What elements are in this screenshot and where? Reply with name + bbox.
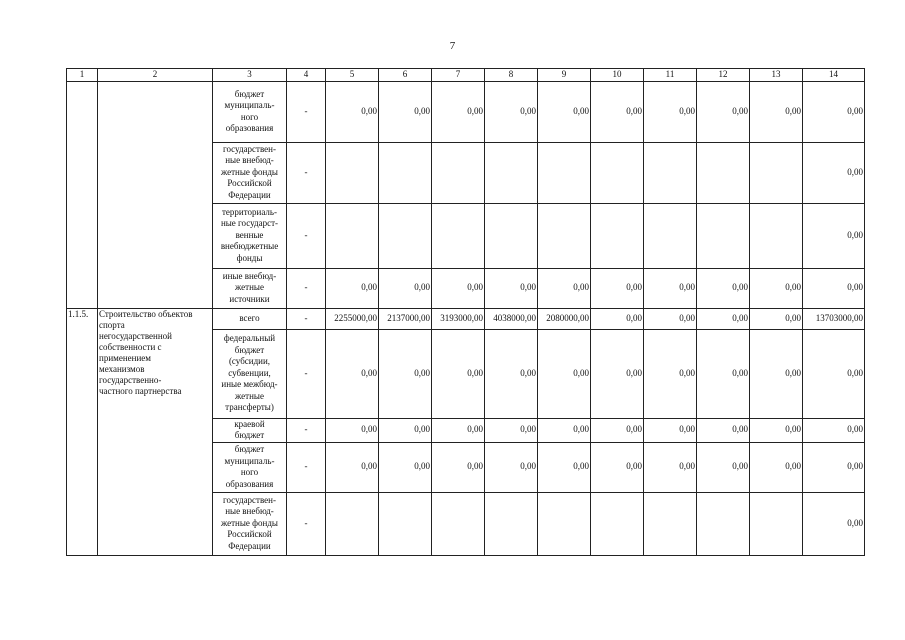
value-cell: 0,00 [432, 81, 485, 142]
source-line: бюджет [234, 444, 265, 454]
item-name-line: государственно- [99, 374, 162, 385]
item-name-line: спорта [99, 319, 125, 330]
funding-source-cell [213, 442, 287, 492]
value-cell [697, 203, 750, 268]
item-code-cell [67, 81, 98, 308]
column-header: 9 [538, 69, 591, 82]
value-cell [538, 203, 591, 268]
column-header: 2 [98, 69, 213, 82]
value-cell [697, 492, 750, 555]
source-line: территориаль- [221, 206, 278, 217]
value-cell: 0,00 [750, 308, 803, 329]
dash-cell: - [287, 308, 326, 329]
value-cell: 0,00 [644, 329, 697, 418]
funding-source-cell [213, 142, 287, 203]
item-code-cell: 1.1.5. [67, 308, 98, 555]
funding-source-cell [213, 329, 287, 418]
value-cell: 0,00 [379, 329, 432, 418]
value-cell [591, 142, 644, 203]
value-cell: 0,00 [538, 442, 591, 492]
source-line: краевой [234, 418, 265, 429]
value-cell: 0,00 [803, 142, 865, 203]
value-cell: 0,00 [326, 268, 379, 308]
value-cell [750, 203, 803, 268]
value-cell: 0,00 [803, 203, 865, 268]
dash-cell: - [287, 418, 326, 442]
funding-source-cell [213, 308, 287, 329]
value-cell [432, 203, 485, 268]
value-cell: 0,00 [379, 268, 432, 308]
item-name-line: собственности с [99, 341, 162, 352]
column-header: 4 [287, 69, 326, 82]
source-line: фонды [236, 252, 263, 263]
source-line: всего [239, 312, 260, 323]
dash-cell: - [287, 81, 326, 142]
source-line: бюджет [234, 88, 265, 99]
value-cell: 0,00 [591, 418, 644, 442]
column-header: 11 [644, 69, 697, 82]
value-cell: 0,00 [432, 442, 485, 492]
column-header: 7 [432, 69, 485, 82]
source-line: (субсидии, [228, 356, 271, 367]
source-line: Российской [227, 178, 272, 189]
dash-cell: - [287, 268, 326, 308]
value-cell: 2080000,00 [538, 308, 591, 329]
dash-cell: - [287, 329, 326, 418]
source-line: ного [240, 111, 259, 122]
source-line: бюджет [234, 430, 265, 440]
source-line: внебюджетные [220, 241, 279, 252]
item-name-line: механизмов [99, 363, 145, 374]
value-cell: 0,00 [644, 268, 697, 308]
value-cell: 0,00 [591, 308, 644, 329]
page-number: 7 [449, 40, 456, 52]
value-cell: 0,00 [432, 418, 485, 442]
source-line: государствен- [222, 143, 276, 154]
value-cell: 0,00 [803, 268, 865, 308]
value-cell [750, 492, 803, 555]
source-line: образования [225, 123, 274, 133]
column-header: 12 [697, 69, 750, 82]
value-cell: 0,00 [326, 418, 379, 442]
value-cell: 0,00 [697, 308, 750, 329]
value-cell: 3193000,00 [432, 308, 485, 329]
value-cell [379, 203, 432, 268]
value-cell [591, 203, 644, 268]
source-line: Российской [227, 529, 272, 540]
item-name-line: Строительство объектов [99, 308, 193, 319]
value-cell: 0,00 [591, 268, 644, 308]
value-cell [485, 203, 538, 268]
column-header: 3 [213, 69, 287, 82]
source-line: ного [240, 467, 259, 477]
value-cell: 0,00 [697, 442, 750, 492]
budget-table [66, 68, 865, 556]
value-cell: 0,00 [379, 442, 432, 492]
value-cell: 0,00 [803, 492, 865, 555]
column-header: 13 [750, 69, 803, 82]
source-line: ные государст- [220, 218, 279, 229]
value-cell: 0,00 [538, 418, 591, 442]
value-cell: 0,00 [750, 442, 803, 492]
value-cell: 2255000,00 [326, 308, 379, 329]
value-cell: 0,00 [432, 268, 485, 308]
source-line: ные внебюд- [225, 155, 274, 166]
column-header: 8 [485, 69, 538, 82]
value-cell: 0,00 [803, 418, 865, 442]
value-cell [591, 492, 644, 555]
source-line: жетные фонды [221, 166, 278, 177]
value-cell [485, 492, 538, 555]
source-line: федеральный [223, 333, 276, 344]
value-cell: 0,00 [803, 329, 865, 418]
item-name-cell [98, 308, 213, 555]
item-name-line: применением [99, 352, 151, 363]
source-line: жетные фонды [221, 517, 278, 528]
value-cell [750, 142, 803, 203]
dash-cell: - [287, 203, 326, 268]
value-cell [538, 142, 591, 203]
value-cell [538, 492, 591, 555]
value-cell [644, 492, 697, 555]
value-cell: 0,00 [485, 329, 538, 418]
value-cell: 0,00 [326, 329, 379, 418]
value-cell: 0,00 [750, 81, 803, 142]
value-cell: 0,00 [591, 442, 644, 492]
value-cell [326, 203, 379, 268]
value-cell [379, 142, 432, 203]
funding-source-cell [213, 418, 287, 442]
column-header: 10 [591, 69, 644, 82]
dash-cell: - [287, 442, 326, 492]
value-cell: 0,00 [591, 329, 644, 418]
value-cell: 0,00 [644, 81, 697, 142]
dash-cell: - [287, 492, 326, 555]
source-line: жетные [235, 390, 264, 401]
value-cell: 0,00 [379, 81, 432, 142]
funding-source-cell [213, 492, 287, 555]
table-row [67, 308, 865, 329]
value-cell: 4038000,00 [485, 308, 538, 329]
source-line: жетные [235, 282, 264, 293]
value-cell: 0,00 [326, 442, 379, 492]
value-cell: 0,00 [432, 329, 485, 418]
column-header: 14 [803, 69, 865, 82]
value-cell: 0,00 [644, 308, 697, 329]
value-cell: 0,00 [750, 418, 803, 442]
column-header: 6 [379, 69, 432, 82]
value-cell [326, 492, 379, 555]
value-cell: 0,00 [750, 268, 803, 308]
source-line: Федерации [228, 189, 271, 200]
column-header: 5 [326, 69, 379, 82]
value-cell: 0,00 [485, 442, 538, 492]
source-line: бюджет [234, 344, 265, 355]
value-cell [432, 142, 485, 203]
value-cell: 0,00 [538, 81, 591, 142]
source-line: иные внебюд- [222, 270, 277, 281]
value-cell: 0,00 [485, 268, 538, 308]
value-cell: 0,00 [697, 81, 750, 142]
value-cell: 0,00 [803, 442, 865, 492]
value-cell: 0,00 [591, 81, 644, 142]
value-cell [485, 142, 538, 203]
value-cell: 0,00 [644, 442, 697, 492]
value-cell: 0,00 [538, 268, 591, 308]
funding-source-cell [213, 268, 287, 308]
header-row [67, 69, 865, 82]
funding-source-cell [213, 203, 287, 268]
item-name-cell [98, 81, 213, 308]
source-line: Федерации [228, 540, 271, 551]
value-cell: 2137000,00 [379, 308, 432, 329]
source-line: ные внебюд- [225, 506, 274, 517]
value-cell: 0,00 [697, 268, 750, 308]
value-cell: 0,00 [379, 418, 432, 442]
value-cell: 0,00 [697, 329, 750, 418]
value-cell: 0,00 [485, 81, 538, 142]
value-cell [697, 142, 750, 203]
source-line: образования [225, 478, 274, 489]
item-name-line: частного партнерства [99, 385, 182, 396]
source-line: субвенции, [228, 367, 271, 378]
value-cell: 0,00 [538, 329, 591, 418]
source-line: муниципаль- [224, 455, 275, 466]
value-cell: 0,00 [697, 418, 750, 442]
source-line: венные [235, 229, 264, 240]
value-cell: 0,00 [803, 81, 865, 142]
dash-cell: - [287, 142, 326, 203]
source-line: муниципаль- [224, 100, 275, 110]
value-cell [644, 142, 697, 203]
table-row [67, 81, 865, 142]
value-cell: 0,00 [485, 418, 538, 442]
funding-source-cell [213, 81, 287, 142]
value-cell [379, 492, 432, 555]
source-line: иные межбюд- [221, 379, 278, 390]
value-cell [644, 203, 697, 268]
value-cell [326, 142, 379, 203]
value-cell: 0,00 [750, 329, 803, 418]
value-cell: 0,00 [326, 81, 379, 142]
column-header: 1 [67, 69, 98, 82]
source-line: источники [229, 293, 270, 304]
value-cell: 13703000,00 [803, 308, 865, 329]
item-name-line: негосударственной [99, 330, 172, 341]
source-line: государствен- [222, 494, 276, 505]
value-cell [432, 492, 485, 555]
source-line: трансферты) [225, 402, 274, 413]
value-cell: 0,00 [644, 418, 697, 442]
